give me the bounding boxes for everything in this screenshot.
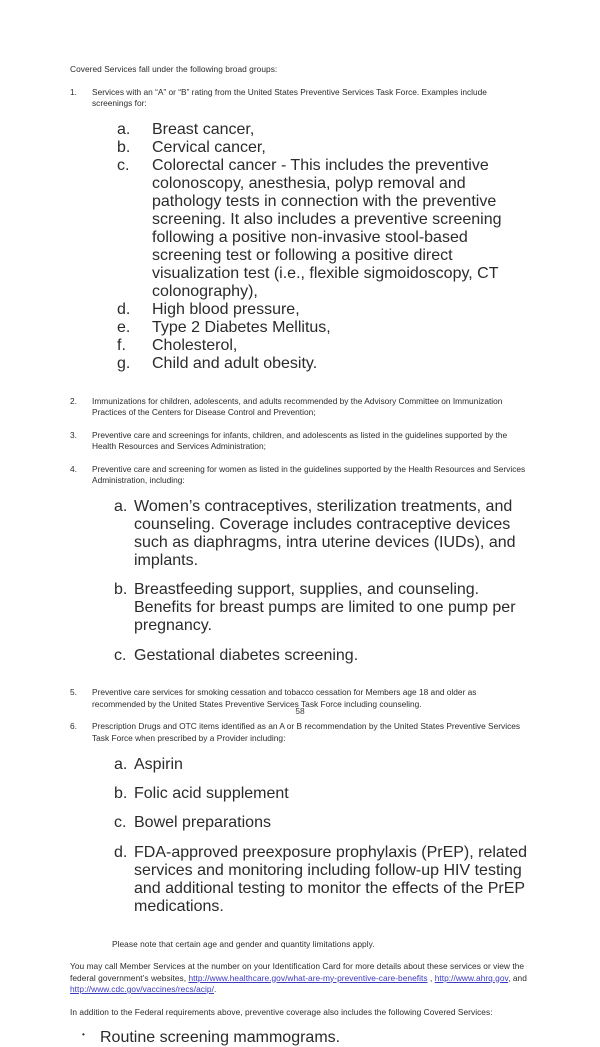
sublist-item-text: Child and adult obesity. (152, 354, 318, 372)
sublist-1 (92, 121, 529, 373)
sublist-marker: b. (117, 138, 131, 156)
list-marker: 2. (70, 395, 77, 406)
sublist-item (92, 337, 529, 355)
sublist-item (92, 498, 529, 570)
spacer (70, 927, 529, 938)
sublist-item-text: Women’s contraceptives, sterilization treatments, and counseling. Coverage includes contraceptive devices such as diaphragms, intra uterine devices (IUDs), and implants. (134, 497, 516, 569)
bullet-marker: • (82, 1029, 85, 1040)
sublist-item (92, 355, 529, 373)
link-separator: , and (508, 972, 527, 983)
sublist-marker: c. (114, 646, 127, 664)
link-separator: , (427, 972, 435, 983)
list-marker: 4. (70, 463, 77, 474)
sublist-marker: a. (114, 755, 128, 773)
bullet-list-item (70, 1029, 529, 1047)
list-item-text: Services with an “A” or “B” rating from the United States Preventive Services Task Force. Examples include screenings for: (92, 86, 487, 109)
list-item-2 (70, 396, 529, 419)
sublist-item (92, 581, 529, 635)
sublist-item (92, 157, 529, 301)
sublist-6 (92, 756, 529, 916)
healthcare-gov-link[interactable]: http://www.healthcare.gov/what-are-my-preventive-care-benefits (188, 972, 428, 983)
sublist-item (92, 139, 529, 157)
intro-paragraph: Covered Services fall under the following broad groups: (70, 64, 278, 74)
sublist-item-text: High blood pressure, (152, 300, 300, 318)
list-item-text: Preventive care and screenings for infants, children, and adolescents as listed in the guidelines supported by the Health Resources and Services Administration; (92, 429, 508, 452)
page-number: 58 (295, 706, 305, 716)
ahrq-gov-link[interactable]: http://www.ahrq.gov (434, 972, 509, 983)
list-item-text: Prescription Drugs and OTC items identified as an A or B recommendation by the United States Preventive Services Task Force when prescribed by a Provider including: (92, 721, 521, 743)
list-item-text: Preventive care and screening for women as listed in the guidelines supported by the Health Resources and Services Administration, including: (92, 463, 526, 486)
sublist-marker: a. (114, 497, 128, 515)
member-services-lead: You may call Member Services at the number on your Identification Card for more details about these services or view the federal government’s websites, (70, 961, 525, 983)
sublist-item (92, 121, 529, 139)
sublist-item (92, 756, 529, 774)
sublist-item (92, 785, 529, 803)
list-item-6 (70, 721, 529, 915)
sentence-period: . (213, 983, 217, 994)
sublist-item (92, 319, 529, 337)
sublist-marker: d. (114, 843, 128, 861)
spacer (70, 676, 529, 687)
sublist-item (92, 814, 529, 832)
list-item-text: Immunizations for children, adolescents, and adults recommended by the Advisory Committee on Immunization Practices of the Centers for Disease Control and Prevention; (92, 395, 503, 417)
sublist-marker: e. (117, 318, 131, 336)
sublist-marker: a. (117, 120, 131, 138)
list-item-text: Preventive care services for smoking cessation and tobacco cessation for Members age 18 and older as recommended by the United States Preventive Services Task Force including counseling. (92, 687, 477, 709)
bullet-item-text: Routine screening mammograms. (100, 1029, 341, 1047)
sublist-item-text: Colorectal cancer - This includes the preventive colonoscopy, anesthesia, polyp removal and pathology tests in connection with the preventive screening. It also includes a preventive screening following a positive non-invasive stool-based screening test or following a positive direct visualization test (i.e., flexible sigmoidoscopy, CT colonography), (152, 156, 502, 300)
federal-addition-paragraph: In addition to the Federal requirements above, preventive coverage also includes the following Covered Services: (70, 1006, 493, 1017)
sublist-item-text: Cervical cancer, (152, 138, 266, 156)
sublist-item-text: Type 2 Diabetes Mellitus, (152, 318, 331, 336)
limitations-note: Please note that certain age and gender and quantity limitations apply. (112, 938, 375, 949)
sublist-item (92, 844, 529, 916)
sublist-marker: c. (117, 156, 130, 174)
sublist-item (92, 647, 529, 665)
list-item-1 (70, 87, 529, 373)
cdc-gov-acip-link[interactable]: http://www.cdc.gov/vaccines/recs/acip/ (70, 983, 214, 994)
list-marker: 1. (70, 86, 77, 97)
list-marker: 5. (70, 687, 77, 698)
sublist-item-text: Gestational diabetes screening. (134, 646, 359, 664)
list-item-4 (70, 464, 529, 665)
sublist-item-text: Bowel preparations (134, 814, 271, 832)
list-marker: 3. (70, 429, 77, 440)
sublist-marker: c. (114, 814, 127, 832)
sublist-item-text: Cholesterol, (152, 336, 238, 354)
list-marker: 6. (70, 721, 77, 732)
sublist-item-text: Aspirin (134, 755, 183, 773)
sublist-marker: d. (117, 300, 131, 318)
sublist-item (92, 301, 529, 319)
sublist-marker: b. (114, 784, 128, 802)
member-services-paragraph (70, 961, 529, 995)
sublist-marker: g. (117, 354, 131, 372)
list-item-3 (70, 430, 529, 453)
sublist-item-text: Breastfeeding support, supplies, and counseling. Benefits for breast pumps are limited to one pump per pregnancy. (134, 581, 516, 635)
sublist-marker: b. (114, 581, 128, 599)
sublist-item-text: Breast cancer, (152, 120, 255, 138)
sublist-item-text: Folic acid supplement (134, 784, 289, 802)
sublist-marker: f. (117, 336, 126, 354)
sublist-item-text: FDA-approved preexposure prophylaxis (PrEP), related services and monitoring including follow-up HIV testing and additional testing to monitor the effects of the PrEP medications. (134, 843, 528, 915)
page-content (70, 64, 529, 1047)
sublist-4 (92, 498, 529, 665)
spacer (70, 384, 529, 395)
